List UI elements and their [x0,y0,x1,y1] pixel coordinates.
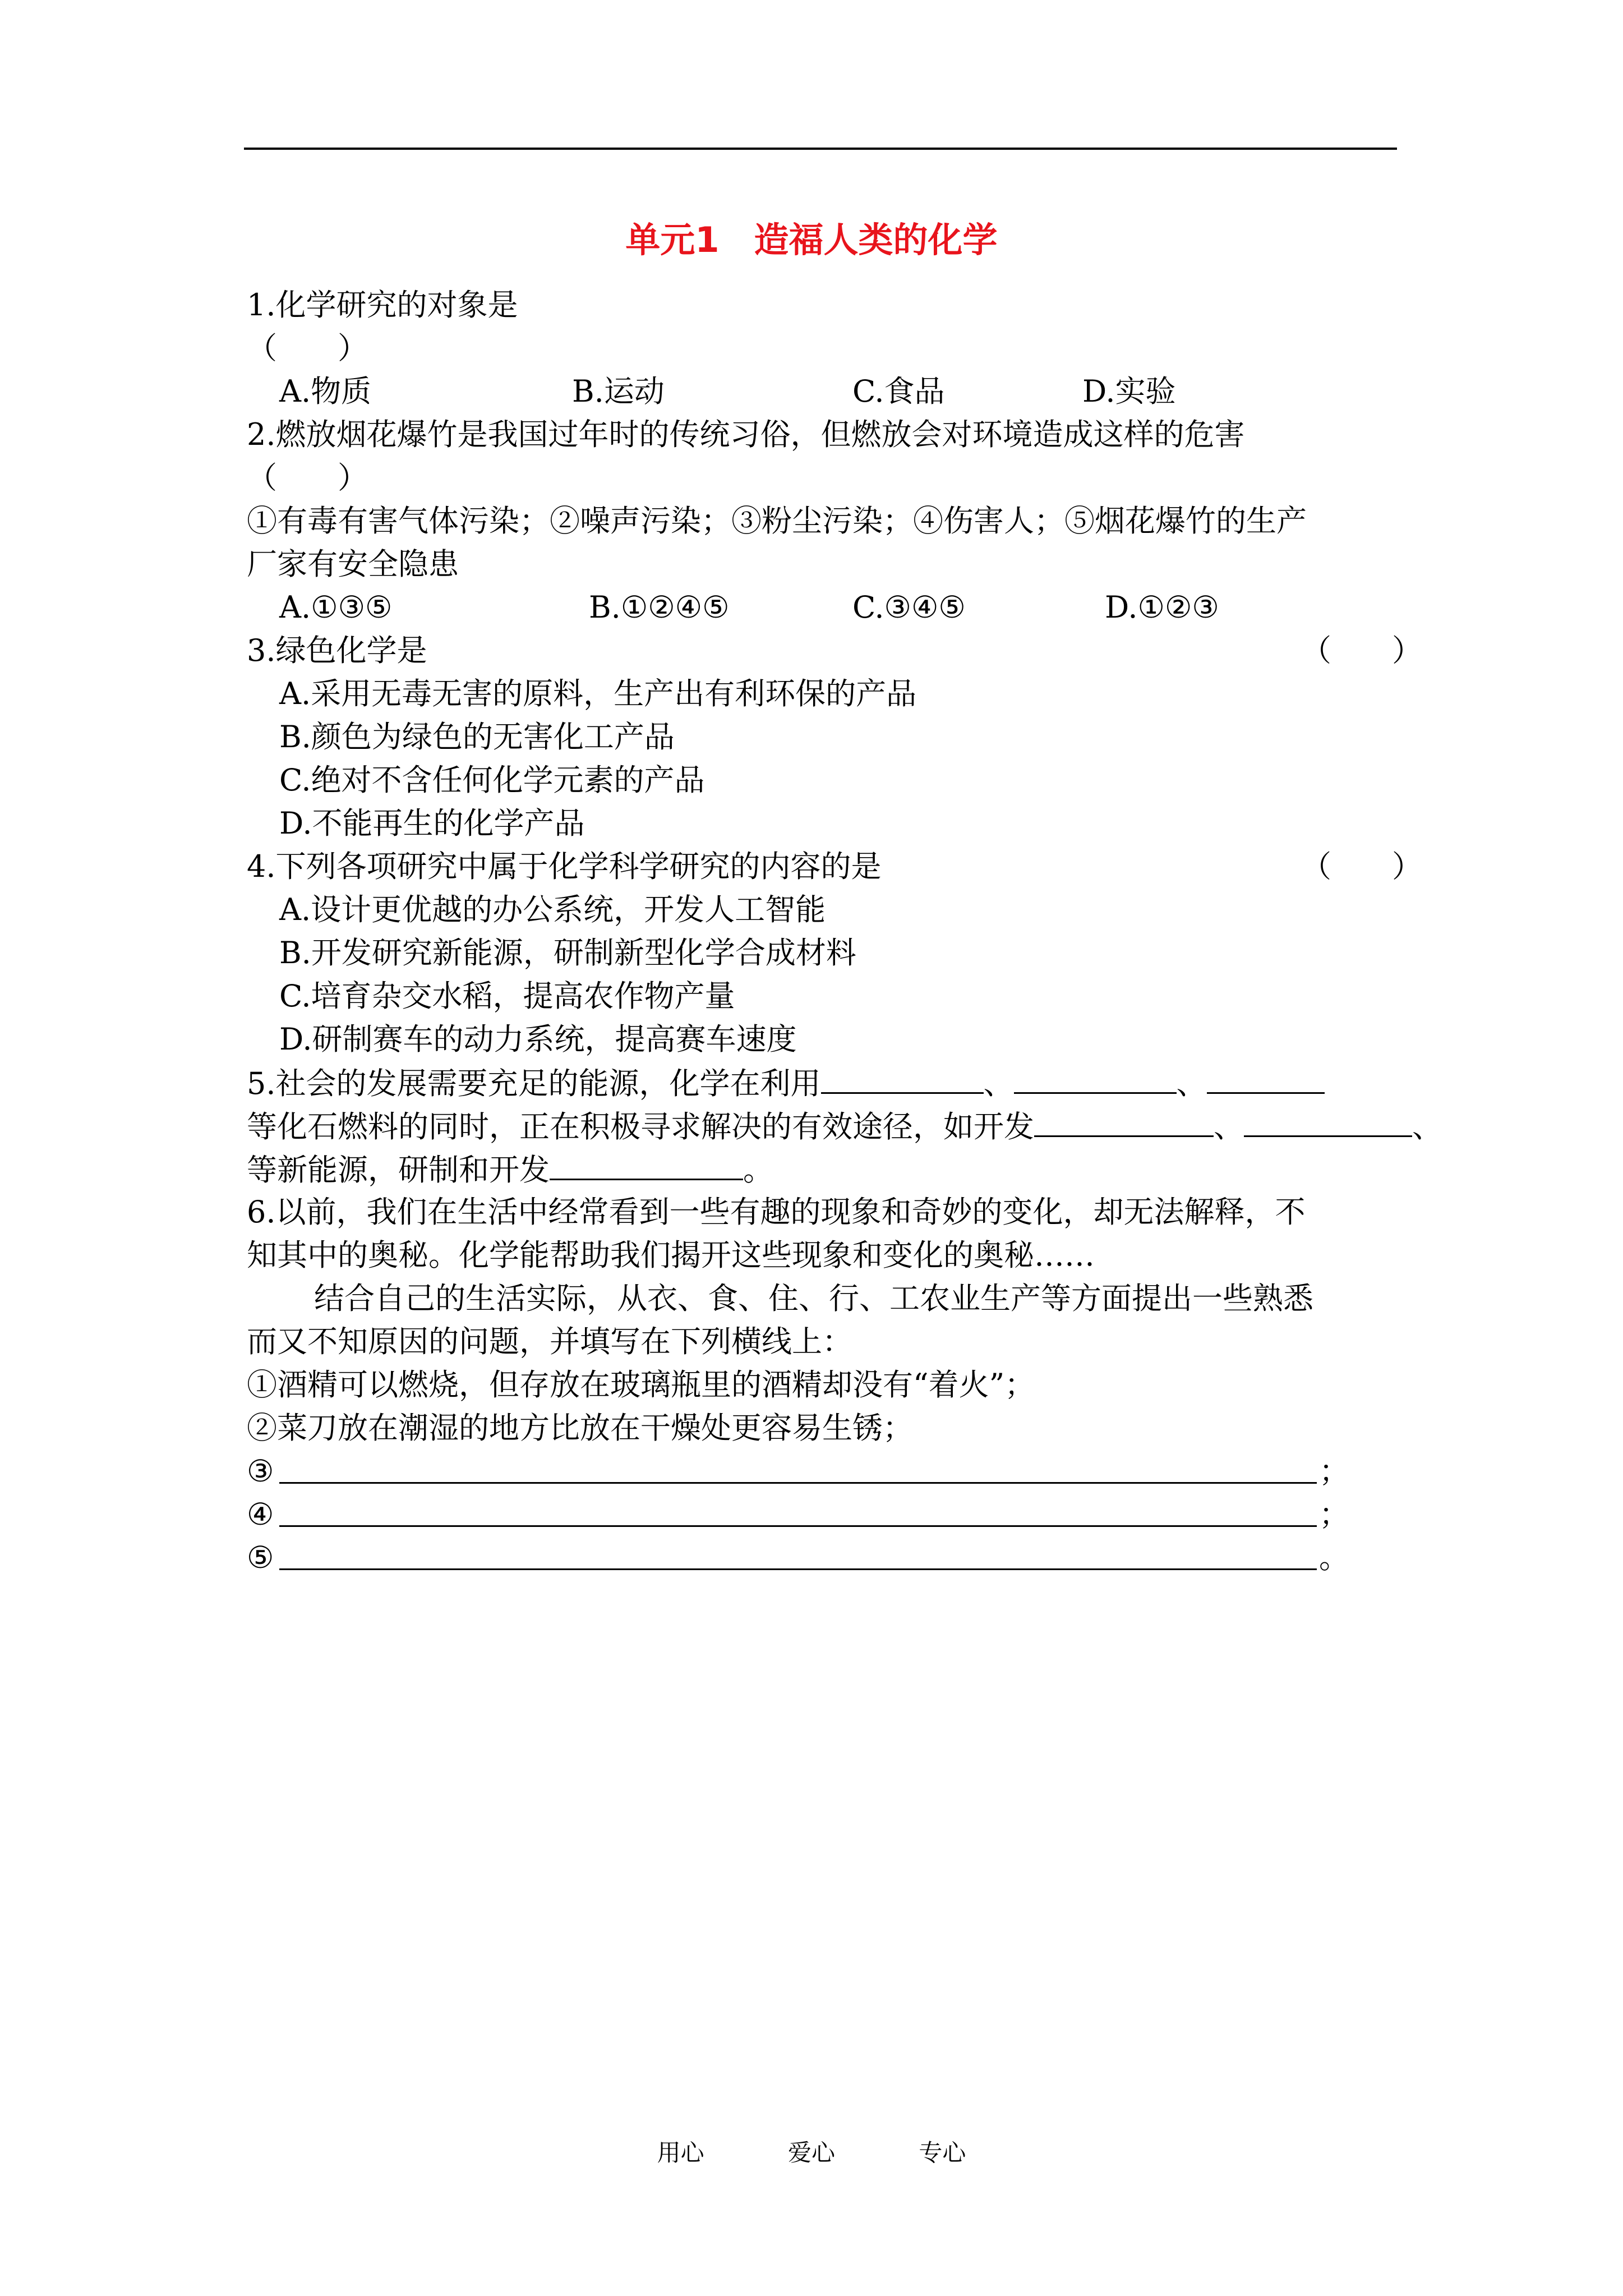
q6-answer-blank-5[interactable] [279,1568,1317,1570]
q3-option-b: B.颜色为绿色的无害化工产品 [279,719,675,754]
q5-line1 [247,1061,1514,1104]
q4-paren: （ ） [1301,849,1422,884]
footer-word-1: 用心 [657,2139,704,2166]
q2-detail-line1: ①有毒有害气体污染；②噪声污染；③粉尘污染；④伤害人；⑤烟花爆竹的生产 [247,503,1307,539]
footer-word-2: 爱心 [787,2139,835,2166]
q2-paren: （ ） [247,460,368,495]
q5-sep-2: 、 [1176,1066,1207,1101]
q2-stem: 2.燃放烟花爆竹是我国过年时的传统习俗，但燃放会对环境造成这样的危害 [247,417,1245,452]
q6-answer-row-3 [247,1450,1514,1493]
q6-answer-end-3: ； [1319,1453,1349,1489]
q5-line2-text: 等化石燃料的同时，正在积极寻求解决的有效途径，如开发 [247,1109,1034,1144]
q3-option-d: D.不能再生的化学产品 [279,806,585,841]
q1-paren: （ ） [247,330,368,366]
footer-word-3: 专心 [919,2139,966,2166]
q2-detail-line2: 厂家有安全隐患 [247,546,459,582]
q6-answer-blank-3[interactable] [279,1482,1317,1484]
q3-stem-row [247,629,1514,672]
q6-answer-label-4: ④ [247,1497,274,1532]
q4-option-c: C.培育杂交水稻，提高农作物产量 [279,978,735,1014]
worksheet-body [247,283,1514,1579]
q6-answer-blank-4[interactable] [279,1525,1317,1527]
q5-blank-3[interactable] [1207,1061,1325,1094]
q5-sep-4: 、 [1412,1109,1442,1144]
q1-stem: 1.化学研究的对象是 [247,287,518,323]
q4-option-a: A.设计更优越的办公系统，开发人工智能 [279,892,826,927]
q4-stem: 4.下列各项研究中属于化学科学研究的内容的是 [247,849,882,884]
q3-option-c: C.绝对不含任何化学元素的产品 [279,762,705,798]
q2-option-a: A.①③⑤ [279,590,393,625]
q5-line2 [247,1104,1514,1147]
q1-option-a: A.物质 [279,374,372,409]
q3-paren: （ ） [1301,633,1422,668]
q6-answer-row-5 [247,1536,1514,1579]
q3-option-a: A.采用无毒无害的原料，生产出有利环保的产品 [279,676,917,711]
q6-answer-end-4: ； [1319,1497,1349,1532]
q6-answer-label-3: ③ [247,1453,274,1489]
q4-stem-row [247,845,1514,888]
q3-stem: 3.绿色化学是 [247,633,427,668]
q5-blank-4[interactable] [1034,1104,1214,1137]
q1-options [247,370,1514,413]
q5-sep-1: 、 [983,1066,1014,1101]
page-footer [0,2136,1623,2170]
q2-option-c: C.③④⑤ [852,590,966,625]
q4-option-d: D.研制赛车的动力系统，提高赛车速度 [279,1022,797,1057]
q5-sep-3: 、 [1214,1109,1244,1144]
q5-blank-6[interactable] [550,1147,743,1180]
q1-option-c: C.食品 [852,374,945,409]
q2-option-b: B.①②④⑤ [589,590,730,625]
q6-example-1: ①酒精可以燃烧，但存放在玻璃瓶里的酒精却没有“着火”； [247,1367,1035,1402]
q6-line1: 6.以前，我们在生活中经常看到一些有趣的现象和奇妙的变化，却无法解释，不 [247,1194,1306,1230]
q5-line1-text: 5.社会的发展需要充足的能源，化学在利用 [247,1066,821,1101]
q6-answer-label-5: ⑤ [247,1540,274,1575]
q5-end: 。 [743,1152,773,1188]
q6-line2: 知其中的奥秘。化学能帮助我们揭开这些现象和变化的奥秘…… [247,1237,1095,1273]
q2-options [247,586,1514,629]
q6-example-2: ②菜刀放在潮湿的地方比放在干燥处更容易生锈； [247,1410,913,1446]
q4-option-b: B.开发研究新能源，研制新型化学合成材料 [279,935,856,970]
q5-line3-text: 等新能源，研制和开发 [247,1152,550,1188]
page-title: 单元1 造福人类的化学 [625,219,998,260]
q6-answer-end-5: 。 [1319,1540,1349,1575]
header-rule [244,148,1397,150]
q5-line3 [247,1147,1514,1190]
q6-answer-row-4 [247,1493,1514,1536]
q6-line4: 而又不知原因的问题，并填写在下列横线上： [247,1324,852,1359]
q5-blank-2[interactable] [1014,1061,1177,1094]
q5-blank-1[interactable] [821,1061,984,1094]
q2-option-d: D.①②③ [1105,590,1219,625]
q6-line3: 结合自己的生活实际，从衣、食、住、行、工农业生产等方面提出一些熟悉 [314,1281,1313,1316]
q1-option-b: B.运动 [572,374,665,409]
q5-blank-5[interactable] [1244,1104,1412,1137]
q1-option-d: D.实验 [1082,374,1176,409]
